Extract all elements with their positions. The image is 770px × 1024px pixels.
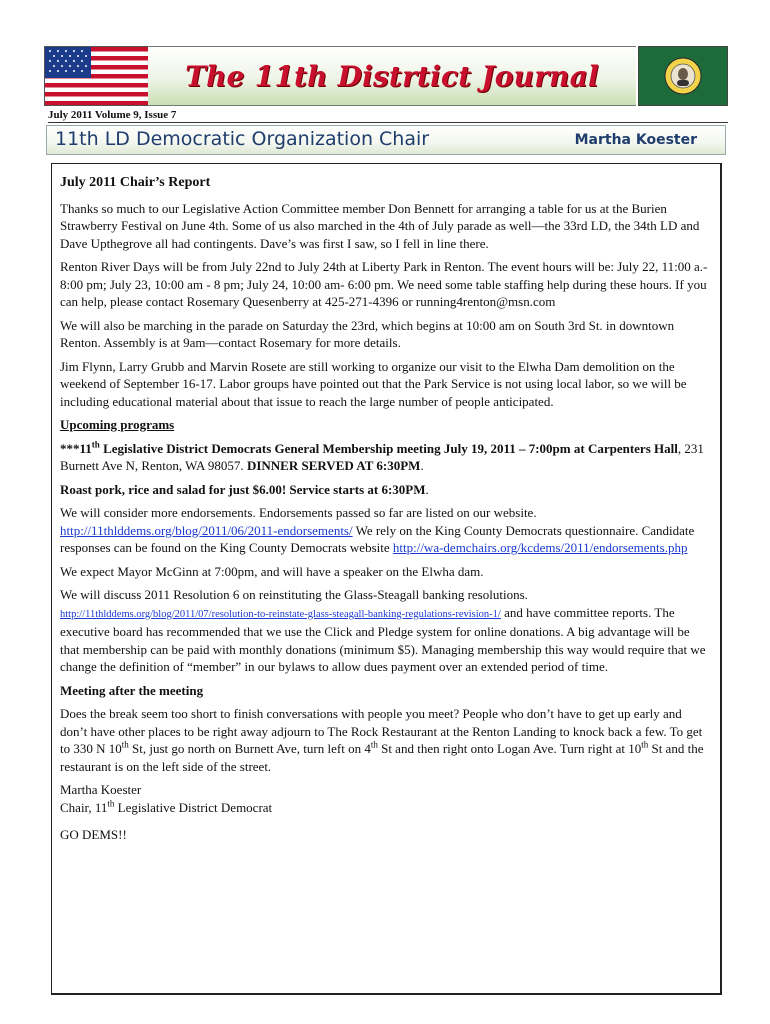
after-meeting-heading: Meeting after the meeting <box>60 682 204 698</box>
endorse-text: We will consider more endorsements. Endorsements passed so far are listed on our website. <box>60 505 537 520</box>
after-p2: St, just go north on Burnett Ave, turn left on 4 <box>128 741 371 756</box>
journal-title: The 11th Distrtict Journal <box>185 59 599 93</box>
signature-title-post: Legislative District Democrat <box>114 799 273 815</box>
chair-title: 11th LD Democratic Organization Chair <box>55 128 430 150</box>
title-band <box>148 46 636 106</box>
kc-dems-link[interactable]: http://wa-demchairs.org/kcdems/2011/endorsements.php <box>392 540 688 555</box>
signature-title-sup: th <box>107 798 115 809</box>
closing-line: GO DEMS!! <box>60 827 127 842</box>
meeting-bold-text: Legislative District Democrats General Membership meeting July 19, 2011 – 7:00pm at Carpenters Hall <box>99 440 678 456</box>
paragraph-parade: We will also be marching in the parade on Saturday the 23rd, which begins at 10:00 am on South 3rd St. in downtown Renton. Assembly is at 9am—contact Rosemary for more details. <box>60 317 675 350</box>
signature-title-pre: Chair, 11 <box>60 799 108 815</box>
meeting-end: . <box>420 458 424 473</box>
after-meeting-paragraph <box>60 705 712 775</box>
roast-text: Roast pork, rice and salad for just $6.00! Service starts at 6:30PM <box>60 481 426 497</box>
paragraph-elwha: Jim Flynn, Larry Grubb and Marvin Rosete are still working to organize our visit to the Elwha Dam demolition on the weekend of September 16-17. Labor groups have pointed out that the Park Service is not using local labor, so we will be including educational material about that issue to reach the large number of people anticipated. <box>60 358 687 409</box>
resolution-text: We will discuss 2011 Resolution 6 on reinstituting the Glass-Steagall banking resolutions. <box>60 587 528 602</box>
meeting-announcement <box>60 440 712 475</box>
washington-state-flag-icon <box>638 46 728 106</box>
resolution-paragraph <box>60 586 712 676</box>
chair-bar <box>46 125 726 155</box>
meeting-address: , 231 Burnett Ave N, Renton, WA 98057. <box>60 440 704 473</box>
after-sup3: th <box>641 739 649 750</box>
after-p1: Does the break seem too short to finish conversations with people you meet? People who don’t have to get up early and don’t have other places to be right away adjourn to The Rock Restaurant at the Renton Landing to knock back a few. To get to 330 N 10 <box>60 706 703 756</box>
paragraph-strawberry-festival: Thanks so much to our Legislative Action Committee member Don Bennett for arranging a table for us at the Burien Strawberry Festival on June 4th. Some of us also marched in the 4th of July parade as well—the 33rd LD, the 34th LD and Dave Upthegrove all had contingents. Dave’s was first I saw, so I fell in line there. <box>60 200 700 251</box>
masthead <box>44 46 726 106</box>
resolution-rest: and have committee reports. The executive board has recommended that we use the Click and Pledge system for online donations. A big advantage will be that membership can be paid with monthly donations (minimum $5). Managing membership this way would require that we change the definition of “member” in our bylaws to allow dues payment over an extended period of time. <box>60 604 706 674</box>
issue-line: July 2011 Volume 9, Issue 7 <box>48 108 728 123</box>
roast-pork-line <box>60 481 712 499</box>
report-heading: July 2011 Chair’s Report <box>60 175 211 190</box>
endorse-mid: We rely on the King County Democrats questionnaire. Candidate responses can be found on the King County Democrats website <box>60 522 695 555</box>
meeting-sup: th <box>91 439 100 450</box>
roast-end: . <box>425 481 429 497</box>
after-sup2: th <box>370 739 378 750</box>
signature-block <box>60 781 712 816</box>
after-p3: St and then right onto Logan Ave. Turn right at 10 <box>377 741 642 756</box>
mayor-paragraph: We expect Mayor McGinn at 7:00pm, and will have a speaker on the Elwha dam. <box>60 563 484 579</box>
after-p4: St and the restaurant is on the left side of the street. <box>60 741 704 774</box>
paragraph-river-days: Renton River Days will be from July 22nd to July 24th at Liberty Park in Renton. The event hours will be: July 22, 11:00 a.- 8:00 pm; July 23, 10:00 am - 8 pm; July 24, 10:00 am- 6:00 pm. We need some table staffing help during these hours. If you can help, please contact Rosemary Quesenberry at 425-271-4396 or running4renton@msn.com <box>60 259 708 309</box>
upcoming-programs-heading: Upcoming programs <box>60 417 175 432</box>
chair-name: Martha Koester <box>574 132 697 148</box>
dinner-notice: DINNER SERVED AT 6:30PM <box>246 458 421 473</box>
resolution-link[interactable]: http://11thlddems.org/blog/2011/07/resolution-to-reinstate-glass-steagall-banking-regulations-revision-1/ <box>60 608 501 620</box>
after-sup1: th <box>121 739 129 750</box>
endorsements-link[interactable]: http://11thlddems.org/blog/2011/06/2011-endorsements/ <box>60 522 353 538</box>
us-flag-icon <box>44 46 150 106</box>
report-box <box>51 163 722 995</box>
meeting-prefix: ***11 <box>60 440 92 456</box>
endorsements-paragraph <box>60 504 712 557</box>
signature-name: Martha Koester <box>60 782 142 797</box>
